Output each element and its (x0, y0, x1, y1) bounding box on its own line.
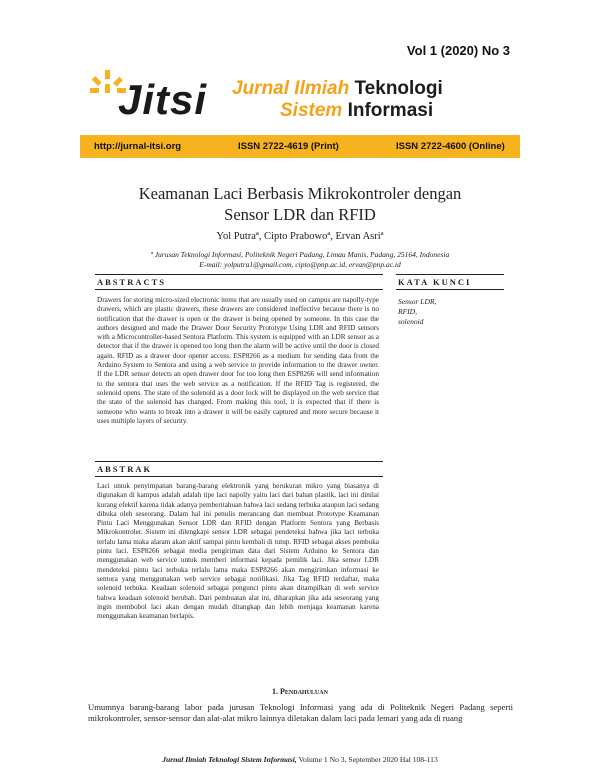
abstracts-heading: ABSTRACTS (95, 274, 383, 290)
keywords-list (398, 297, 478, 327)
logo-text: Jitsi (118, 76, 208, 123)
journal-logo[interactable] (88, 70, 228, 130)
keyword-item: RFID, (398, 307, 417, 316)
journal-title-informasi: Informasi (347, 100, 434, 121)
footer-citation: Volume 1 No 3, September 2020 Hal 108-113 (296, 755, 438, 764)
section-heading-introduction (80, 687, 520, 696)
footer-journal-name: Jurnal Ilmiah Teknologi Sistem Informasi, (162, 755, 297, 764)
journal-title-jurnal-ilmiah: Jurnal Ilmiah (232, 78, 350, 99)
keyword-item: Sensor LDR, (398, 297, 437, 306)
keyword-item: solenoid (398, 317, 424, 326)
section-number: 1. (272, 687, 279, 696)
abstrak-text: Laci untuk penyimpanan barang-barang elektronik yang berukuran mikro yang biasanya di digunakan di kampus adalah adalah tipe laci napolly yaitu laci dari bahan plastik, laci ini dinilai kurang efektif karena tidak adanya pemberitahuan bahwa laci sedang terbuka ataupun laci sedang dibuka oleh seseorang. Dalam hal ini penulis merancang dan membuat Prototype Keamanan Pintu Laci Menggunakan Sensor LDR dan RFID dengan Platform Sentora yang Berbasis Mikrokontroler. Sistem ini dilengkapi sensor LDR sebagai pendeteksi bahwa jika laci terbuka terlalu lama maka alaram akan aktif sampai pintu kembali di tutup. RFID sebagai akses pembuka pintu laci. ESP8266 sebagai media pengiriman data dari Sistem Arduino ke Sentora dan menggunakan web service untuk memberi informasi kepada pemilik laci. Jika sensor LDR mendeteksi pintu laci terbuka terlalu lama maka ESP8266 akan mengirimkan informasi ke sentora yang menggunakan web service sebagai notifikasi. Jika Tag RFID terdaftar, maka solenoid terbuka. Keadaan solenoid sebagai pengunci pintu akan ditampilkan di web service bahwa keadaan solenoid berubah. Dari pembuatan alat ini, diharapkan jika ada seseorang yang ingin membobol laci akan dengan mudah ditangkap dan lebih menjaga keamanan karena menggunakan keamanan berlapis. (97, 482, 379, 621)
keywords-heading: KATA KUNCI (396, 274, 504, 290)
header-info-band (80, 135, 520, 158)
author-emails: E-mail: yolputra1@gmail.com, cipto@pnp.ac.id, ervan@pnp.ac.id (199, 260, 401, 269)
issn-print: ISSN 2722-4619 (Print) (238, 141, 339, 152)
article-title-line2: Sensor LDR dan RFID (224, 205, 376, 224)
author-affiliation (80, 250, 520, 270)
article-title-line1: Keamanan Laci Berbasis Mikrokontroler dengan (138, 184, 462, 203)
journal-title-teknologi: Teknologi (354, 78, 443, 99)
introduction-text: Umumnya barang-barang labor pada jurusan Teknologi Informasi yang ada di Politeknik Negeri Padang seperti mikrokontroler, sensor-sensor dan alat-alat mikro lainnya diletakan dalam laci pada lemari yang ada di ruang (88, 702, 513, 723)
affiliation-address: ª Jurusan Teknologi Informasi, Politeknik Negeri Padang, Limau Manis, Padang, 25164, Indonesia (150, 250, 450, 259)
abstrak-heading: ABSTRAK (95, 461, 383, 477)
volume-label: Vol 1 (2020) No 3 (406, 43, 510, 58)
journal-title-sistem: Sistem (280, 100, 343, 121)
section-title: Pendahuluan (280, 687, 328, 696)
abstracts-text: Drawers for storing micro-sized electronic items that are usually used on campus are napolly-type drawers, which are plastic drawers, these drawers are considered ineffective because there is no notification that the drawer is open or the drawer is being opened by someone. In this case the authors designed and made the Drawer Door Security Prototype Using LDR and RFID sensors with a Microcontroller-based Sentora Platform. This system is equipped with an LDR sensor as a detector that if the drawer is opened too long then the alarm will be active until the door is closed again. RFID as a drawer door opener access. ESP8266 as a medium for sending data from the Arduino System to Sentora and using a web service to provide information to the drawer owner. If the LDR sensor detects an open drawer door for too long then ESP8266 will send information to the sentora that uses the web service as a notification. If the RFID Tag is registered, the solenoid opens. The state of the solenoid as a door lock will be displayed on the web service that the state of the solenoid has changed. From making this tool, it is expected that if there is someone who wants to break into a drawer it will be easily captured and more secure because it uses multiple layers of security. (97, 296, 379, 425)
article-authors: Yol Putraª, Cipto Prabowoª, Ervan Asriª (216, 231, 384, 242)
journal-url-link[interactable]: http://jurnal-itsi.org (94, 141, 182, 152)
issn-online: ISSN 2722-4600 (Online) (396, 141, 505, 152)
article-title (80, 183, 520, 225)
journal-title-line2 (280, 100, 433, 122)
page-footer (80, 755, 520, 764)
journal-title-line1 (232, 78, 443, 100)
